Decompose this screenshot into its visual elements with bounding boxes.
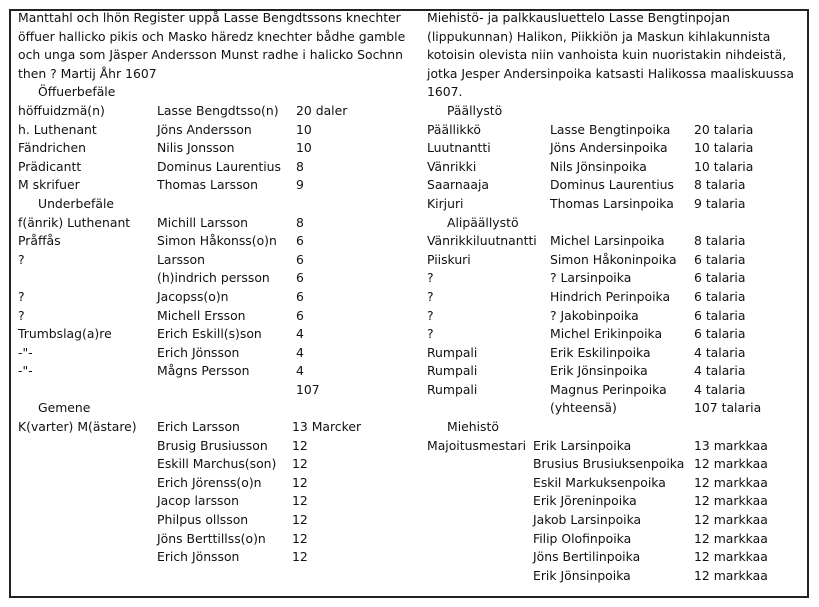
roster-pay: 20 daler [296, 102, 348, 118]
roster-row [427, 474, 812, 493]
roster-row [18, 121, 418, 140]
roster-pay: 6 talaria [694, 307, 746, 323]
register-intro: Manttahl och lhön Register uppå Lasse Bengdtssons knechter öffuer hallicko pikis och Masko häredz knechter bådhe gamble och unga som Jäsper Andersson Munst radhe i halicko Sochnn then ? Martij Åhr 1607 [18, 10, 406, 81]
roster-row [18, 251, 418, 270]
roster-rank: Päällikkö [427, 121, 481, 137]
roster-name: Jöns Bertilinpoika [533, 549, 641, 565]
roster-pay: 12 [292, 549, 308, 565]
roster-name: Erik Eskilinpoika [550, 344, 651, 360]
roster-row [427, 158, 812, 177]
roster-pay: 4 talaria [694, 363, 746, 379]
roster-rank: ? [427, 326, 434, 342]
roster-pay: 12 [292, 456, 308, 472]
roster-rank: -"- [18, 363, 33, 379]
roster-pay: 12 [292, 437, 308, 453]
roster-pay: 4 [296, 344, 304, 360]
roster-pay: 8 talaria [694, 233, 746, 249]
roster-name: Nils Jönsinpoika [550, 158, 647, 174]
roster-rank: Vänrikki [427, 158, 477, 174]
roster-pay: 107 [296, 381, 320, 397]
roster-rank: h. Luthenant [18, 121, 97, 137]
roster-name: Michel Larsinpoika [550, 233, 665, 249]
roster-rank: ? [427, 270, 434, 286]
roster-rank: K(varter) M(ästare) [18, 419, 137, 435]
roster-pay: 107 talaria [694, 400, 762, 416]
roster-rank: Vänrikkiluutnantti [427, 233, 537, 249]
roster-row [18, 325, 418, 344]
roster-pay: 6 [296, 288, 304, 304]
roster-name: Erik Jönsinpoika [533, 567, 631, 583]
roster-row [427, 530, 812, 549]
roster-row [427, 399, 812, 418]
roster-name: Erik Jöreninpoika [533, 493, 637, 509]
roster-name: Michel Erikinpoika [550, 326, 663, 342]
roster-name: Eskill Marchus(son) [157, 456, 277, 472]
roster-name: Dominus Laurentius [550, 177, 674, 193]
roster-name: (h)indrich persson [157, 270, 270, 286]
roster-rank: Saarnaaja [427, 177, 490, 193]
roster-row [18, 176, 418, 195]
register-body [18, 83, 418, 566]
roster-row [18, 139, 418, 158]
roster-rank: Luutnantti [427, 140, 491, 156]
roster-pay: 12 markkaa [694, 567, 768, 583]
roster-row [427, 548, 812, 567]
roster-row [18, 214, 418, 233]
roster-name: Simon Håkonss(o)n [157, 233, 277, 249]
roster-pay: 9 [296, 177, 304, 193]
roster-row [18, 307, 418, 326]
roster-name: Erich Jörenss(o)n [157, 474, 262, 490]
roster-pay: 13 Marcker [292, 419, 362, 435]
roster-name: (yhteensä) [550, 400, 617, 416]
roster-name: Jacopss(o)n [157, 288, 229, 304]
roster-row [18, 232, 418, 251]
roster-pay: 10 [296, 140, 312, 156]
roster-name: Michill Larsson [157, 214, 248, 230]
roster-pay: 12 markkaa [694, 493, 768, 509]
roster-name: Hindrich Perinpoika [550, 288, 671, 304]
roster-row [18, 381, 418, 400]
roster-rank: Fändrichen [18, 140, 86, 156]
roster-pay: 12 markkaa [694, 530, 768, 546]
roster-name: Lasse Bengtinpoika [550, 121, 671, 137]
roster-pay: 4 talaria [694, 381, 746, 397]
roster-row [427, 232, 812, 251]
roster-pay: 6 [296, 233, 304, 249]
roster-pay: 10 [296, 121, 312, 137]
roster-pay: 13 markkaa [694, 437, 768, 453]
roster-row [427, 121, 812, 140]
roster-pay: 6 [296, 307, 304, 323]
roster-pay: 10 talaria [694, 158, 754, 174]
roster-row [18, 288, 418, 307]
roster-rank: ? [18, 251, 25, 267]
roster-rank: ? [18, 288, 25, 304]
section-heading: Päällystö [447, 102, 503, 118]
roster-name: Erich Larsson [157, 419, 240, 435]
roster-row [18, 344, 418, 363]
roster-row [18, 269, 418, 288]
roster-pay: 12 markkaa [694, 456, 768, 472]
roster-row [427, 381, 812, 400]
roster-pay: 6 talaria [694, 270, 746, 286]
roster-name: Brusig Brusiusson [157, 437, 268, 453]
roster-row [427, 288, 812, 307]
roster-rank: Majoitusmestari [427, 437, 527, 453]
roster-name: Philpus ollsson [157, 512, 249, 528]
roster-row [18, 102, 418, 121]
roster-row [427, 269, 812, 288]
roster-row [427, 511, 812, 530]
finnish-translation-column [427, 9, 812, 585]
roster-pay: 8 talaria [694, 177, 746, 193]
roster-rank: -"- [18, 344, 33, 360]
roster-name: Erich Eskill(s)son [157, 326, 262, 342]
roster-rank: Rumpali [427, 381, 478, 397]
roster-pay: 8 [296, 214, 304, 230]
translation-body [427, 102, 812, 585]
roster-row [427, 344, 812, 363]
roster-row [427, 139, 812, 158]
roster-row [18, 511, 418, 530]
roster-row [427, 455, 812, 474]
roster-rank: ? [427, 307, 434, 323]
roster-rank: Rumpali [427, 363, 478, 379]
translation-intro: Miehistö- ja palkkausluettelo Lasse Bengtinpojan (lippukunnan) Halikon, Piikkiön ja Maskun kihlakunnista kotoisin olevista niin vanhoista kuin nuoristakin nihdeistä, jotka Jesper Andersinpoika katsasti Halikossa maaliskuussa 1607. [427, 10, 794, 100]
roster-row [427, 251, 812, 270]
roster-name: Thomas Larsson [157, 177, 258, 193]
roster-rank: Pråffås [18, 233, 61, 249]
roster-name: Michell Ersson [157, 307, 246, 323]
roster-name: Jöns Andersson [157, 121, 252, 137]
roster-pay: 20 talaria [694, 121, 754, 137]
roster-name: Eskil Markuksenpoika [533, 474, 666, 490]
roster-row [18, 455, 418, 474]
roster-name: ? Jakobinpoika [550, 307, 639, 323]
roster-row [18, 158, 418, 177]
roster-name: Jöns Andersinpoika [550, 140, 668, 156]
roster-rank: Rumpali [427, 344, 478, 360]
roster-name: Erich Jönsson [157, 344, 240, 360]
roster-name: Dominus Laurentius [157, 158, 281, 174]
roster-row [427, 437, 812, 456]
roster-pay: 12 markkaa [694, 549, 768, 565]
roster-pay: 6 [296, 251, 304, 267]
roster-row [427, 362, 812, 381]
roster-row [427, 325, 812, 344]
roster-pay: 12 [292, 493, 308, 509]
roster-name: Simon Håkoninpoika [550, 251, 677, 267]
roster-rank: Piiskuri [427, 251, 471, 267]
swedish-register-column [18, 9, 418, 567]
roster-row [427, 176, 812, 195]
roster-pay: 4 [296, 363, 304, 379]
roster-row [18, 437, 418, 456]
roster-row [18, 530, 418, 549]
roster-row [427, 195, 812, 214]
section-heading: Alipäällystö [447, 214, 519, 230]
roster-rank: Kirjuri [427, 195, 464, 211]
roster-row [427, 307, 812, 326]
roster-name: Magnus Perinpoika [550, 381, 667, 397]
roster-pay: 12 markkaa [694, 474, 768, 490]
roster-name: Filip Olofinpoika [533, 530, 632, 546]
roster-rank: ? [18, 307, 25, 323]
roster-pay: 12 [292, 512, 308, 528]
roster-rank: Prädicantt [18, 158, 82, 174]
roster-name: Lasse Bengdtsso(n) [157, 102, 279, 118]
roster-pay: 4 [296, 326, 304, 342]
roster-pay: 6 talaria [694, 251, 746, 267]
roster-row [18, 492, 418, 511]
roster-row [18, 474, 418, 493]
roster-name: Thomas Larsinpoika [550, 195, 674, 211]
section-heading: Öffuerbefäle [38, 84, 116, 100]
roster-name: Nilis Jonsson [157, 140, 235, 156]
roster-rank: f(änrik) Luthenant [18, 214, 131, 230]
roster-rank: höffuidzmä(n) [18, 102, 105, 118]
roster-name: Jacop larsson [157, 493, 239, 509]
roster-name: Larsson [157, 251, 205, 267]
roster-rank: M skrifuer [18, 177, 80, 193]
section-heading: Miehistö [447, 419, 499, 435]
roster-row [427, 567, 812, 586]
roster-pay: 9 talaria [694, 195, 746, 211]
roster-pay: 8 [296, 158, 304, 174]
roster-name: Mågns Persson [157, 363, 250, 379]
roster-row [18, 362, 418, 381]
roster-rank: ? [427, 288, 434, 304]
roster-name: ? Larsinpoika [550, 270, 632, 286]
roster-row [18, 418, 418, 437]
roster-pay: 6 talaria [694, 326, 746, 342]
roster-row [18, 548, 418, 567]
roster-name: Erik Larsinpoika [533, 437, 632, 453]
roster-pay: 10 talaria [694, 140, 754, 156]
section-heading: Gemene [38, 400, 91, 416]
roster-pay: 12 markkaa [694, 512, 768, 528]
roster-pay: 12 [292, 474, 308, 490]
roster-name: Jöns Berttillss(o)n [157, 530, 266, 546]
roster-name: Brusius Brusiuksenpoika [533, 456, 685, 472]
roster-pay: 4 talaria [694, 344, 746, 360]
roster-rank: Trumbslag(a)re [18, 326, 112, 342]
roster-name: Jakob Larsinpoika [533, 512, 642, 528]
roster-row [427, 492, 812, 511]
roster-pay: 12 [292, 530, 308, 546]
roster-pay: 6 [296, 270, 304, 286]
section-heading: Underbefäle [38, 195, 115, 211]
roster-pay: 6 talaria [694, 288, 746, 304]
roster-name: Erik Jönsinpoika [550, 363, 648, 379]
roster-name: Erich Jönsson [157, 549, 240, 565]
